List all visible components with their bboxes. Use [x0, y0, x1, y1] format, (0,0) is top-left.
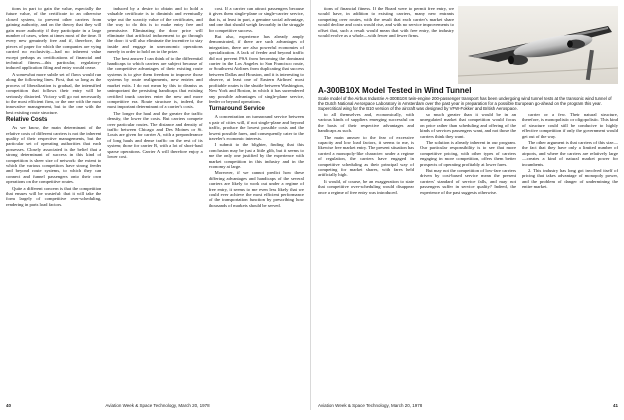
- left-column-2: [107, 6, 202, 396]
- paragraph: induced by a desire to obtain and to hold a valuable certificate is to diminish and eventually wipe out the scarcity value of the certificates, and the way to do this is to make entry free and permissive. Eliminating the door price will eliminate that artificial inducement to go through the door: it will also eliminate the incentive to stay inside and engage in uneconomic operations merely in order to hold on to the prize.: [107, 6, 203, 55]
- right-column-3: [522, 112, 618, 396]
- paragraph: The longer the haul and the greater the traffic density, the lower the costs. But carriers compete over particular routes. The distance and density of traffic between Chicago and Des Moines or St. Louis are given for carrier A, with a preponderance of long hauls and dense traffic on the rest of its system; those for carrier B, with a lot of short-haul sparse operations. Carrier A will therefore enjoy a lower cost.: [107, 110, 203, 159]
- aircraft-model-image: [458, 6, 618, 84]
- paragraph: Quite a different concern is that the competition that ensues will be wasteful: that it will take the form largely of competitive over-scheduling, rendering in parts load factors.: [6, 185, 102, 207]
- right-column-1: [318, 112, 414, 396]
- paragraph: The solution is already inherent in our program. Our particular responsibility is to see that more competitive pricing, with other types of carriers engaging in more competition, offers them better prospects of operating profitably at lower fares.: [420, 140, 516, 167]
- paragraph: It would, of course, be an exaggeration to state that competitive over-scheduling would disappear once a regime of free entry was introduced.: [318, 178, 414, 195]
- section-heading: Turnaround Service: [208, 106, 265, 113]
- page-number: 40: [6, 403, 12, 408]
- paragraph: The other argument is that carriers of this size—the fact that they have only a limited number of airports, and where the carriers are relatively large—creates a kind of natural market power for incumbents.: [522, 140, 618, 167]
- left-column-3: [209, 6, 304, 396]
- page-footer: [318, 403, 618, 408]
- paragraph: tions in part to gain the value, especially the future value, of the certificate to an otherwise closed system, to prevent other carriers from gaining authority, and on the theory that they will gain more authority if they participate in a large number of cases, when at times most of the time. If every new genuinely free and if, therefore, the pieces of paper for which the companies are vying carried no exclusivity—had no inherent value except perhaps as certifications of financial and technical fitness—this particular, regulatory-induced application filing and entry would cease.: [6, 6, 102, 71]
- left-column-1: [6, 6, 101, 396]
- photo-headline: A-300B10X Model Tested in Wind Tunnel: [318, 86, 472, 95]
- paragraph: carrier or a few. Their natural structure, therefore, is monopolistic or oligopolistic. This kind of structure could still be conducive to highly effective competition if only the government would get out of the way.: [522, 112, 618, 139]
- right-column-2: [420, 112, 516, 396]
- section-heading: Relative Costs: [6, 117, 48, 124]
- paragraph: As we know, the main determinant of the relative costs of different carriers is not the inherent quality of their respective managements, but the particular set of operating authorities that each possesses. Closely associated is the belief that a strong determinant of success in this kind of competition is sheer size of network: the extent to which the various competitors have strong feeder and beyond route systems, to which they can connect and funnel passengers onto their own operations on the competitive routes.: [6, 125, 102, 185]
- paragraph: But may not the competition of low-fare carriers driven by cost-based service mean the present carriers' standard of service falls, and may not passengers suffer in service quality? Indeed, the experience of the past suggests otherwise.: [420, 168, 516, 195]
- publication-line: Aviation Week & Space Technology, March 20, 1978: [105, 403, 210, 408]
- paragraph: 2. This industry has long got involved itself of pricing that takes advantage of monopoly power, and the problem of danger of undermining the entire market.: [522, 168, 618, 190]
- right-top-column: [318, 6, 454, 80]
- paragraph: A somewhat more subtle set of flaws would run along the following lines. First, that so long as the process of liberalization is gradual, the intensified competition that follows their entry will be seriously distorted. Victory will go not necessarily to the most efficient firm, or the one with the most innovative management, but to the one with the best existing route structure.: [6, 71, 102, 115]
- photo-caption: Scale model of the Airbus Industrie A-300B10X twin-engine 200-passenger transport has been undergoing wind tunnel tests at the transonic wind tunnel of the Dutch National Aerospace Laboratory in Amsterdam over the past year in preparation for a possible European go-ahead on the program this year. Supercritical wing for the B10 version of the aircraft was designed by VFW-Fokker and British Aerospace.: [318, 96, 612, 111]
- paragraph: Moreover, if we cannot predict how these differing advantages and handicaps of the several carriers are likely to work out under a regime of free entry, it seems to me even less likely that we could ever achieve the most efficient performance of the transportation function by prescribing how thousands of markets should be served.: [208, 170, 304, 208]
- page-number: 41: [612, 403, 618, 408]
- paragraph: so much greater than it would be in an unregulated market that competition would focus on price rather than scheduling and offering of the kinds of services passengers want, and not those the carriers think they want.: [420, 112, 516, 139]
- publication-line: Aviation Week & Space Technology, March 20, 1978: [318, 403, 423, 408]
- right-page: [312, 0, 624, 410]
- paragraph: The best answer I can think of to the differential handicaps to which carriers are subject because of the competitive advantages of their existing route systems is to give them freedom to improve those systems by route realignments, new entries and market exits. I do not mean by this to dismiss as unimportant the persisting handicaps that existing certified trunk carriers enter the new and more competitive era. Route structure is, indeed, the most important determinant of a carrier's costs.: [107, 55, 203, 110]
- paragraph: But also, experience has already amply demonstrated, if there are such advantages of integration, there are also powerful economies of specialization. A lack of feeder and beyond traffic did not prevent PSA from becoming the dominant carrier in the Los Angeles to San Francisco route, or Southwest Airlines from duplicating that success between Dallas and Houston, and it is interesting to observe, at least one of Eastern Airlines' most profitable routes is the shuttle between Washington, New York and Boston, in which it has surrendered any possible advantages of single-plane service, feeder or beyond operations.: [208, 34, 304, 104]
- paragraph: A concentration on turnaround service between a pair of cities will, if not single-plane and beyond traffic, produce the lowest possible costs and the lowest possible fares, and consequently cater to the traveler's economic interests.: [208, 114, 304, 141]
- paragraph: I submit to the blighter, finding that this conclusion may be just a little glib, but it seems to me the only one justified by the experience with market competition in this industry and in the economy at large.: [208, 142, 304, 169]
- paragraph: The main answer to the fear of excessive capacity and low load factors, it seems to me, is likewise free market entry. The present situation has carried a monopoly-like character: under a regime of regulation, the carriers have engaged in competitive scheduling as their principal way of competing for market shares, with fares held artificially high.: [318, 134, 414, 178]
- paragraph: cost. If a carrier can attract passengers because it gives them single-plane or single-carrier service, that is, at least in part, a genuine social advantage, and one that should weigh favorably in the struggle for competitive success.: [208, 6, 304, 33]
- page-footer: [6, 403, 304, 408]
- paragraph: to all themselves and, economically, with various kinds of suppliers emerging successful on the basis of their respective advantages and handicaps as such.: [318, 112, 414, 134]
- wind-tunnel-model-photo: [458, 6, 618, 84]
- left-page: [0, 0, 311, 410]
- paragraph: tions of financial fitness. If the Board were to permit free entry, we would have, in addition to existing carriers, many new entrants competing over routes, with the result that each carrier's market share would decline and costs would rise, and with no service improvements to offset that, such a result would mean that with free entry, the industry would evolve as a whole—with fewer and fewer firms.: [318, 6, 454, 39]
